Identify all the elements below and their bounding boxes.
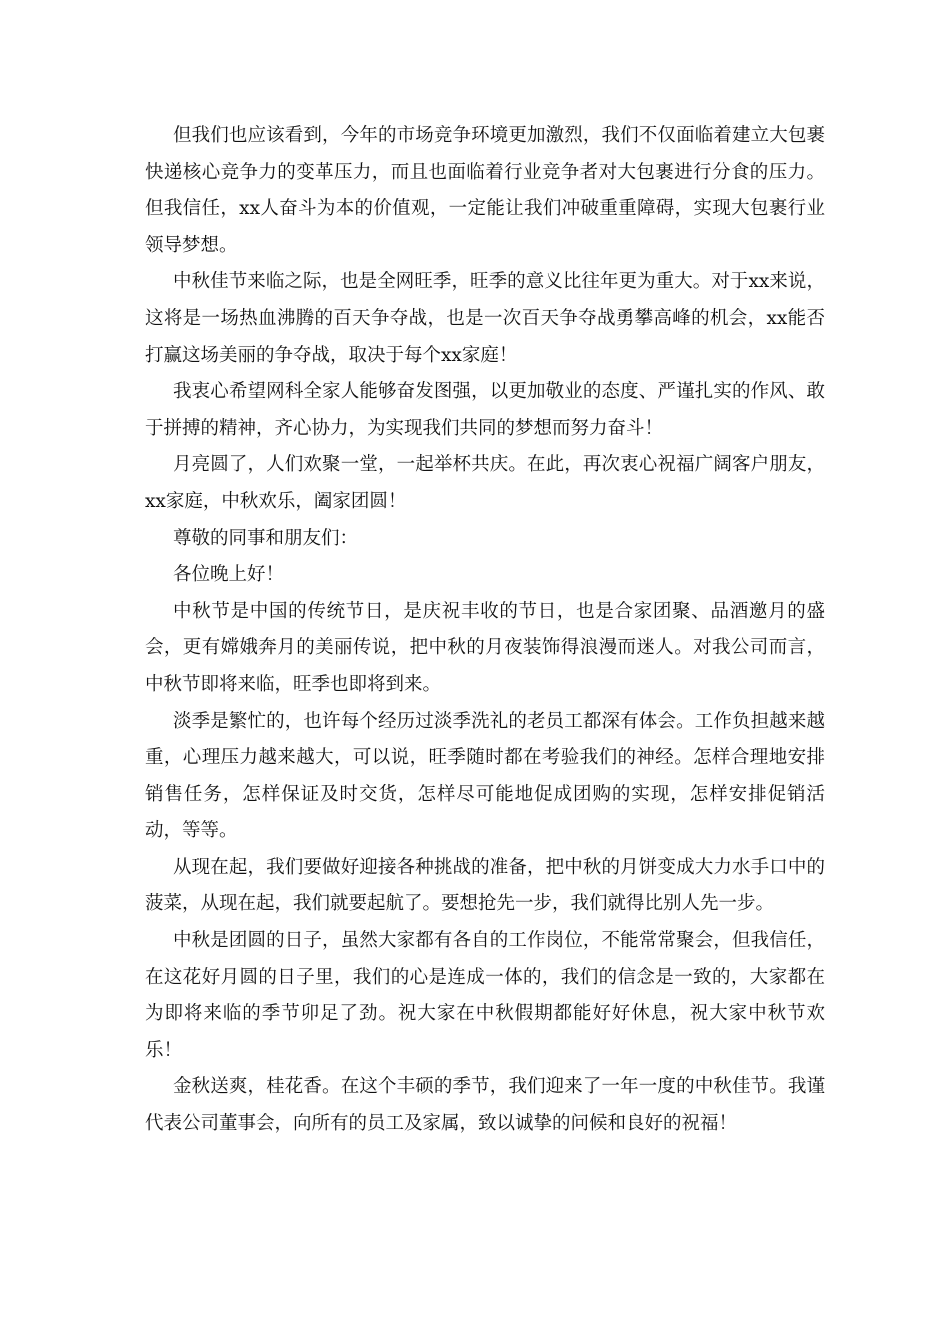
paragraph: 淡季是繁忙的，也许每个经历过淡季洗礼的老员工都深有体会。工作负担越来越重，心理压力越来越大，可以说，旺季随时都在考验我们的神经。怎样合理地安排销售任务，怎样保证及时交货，怎样尽可能地促成团购的实现，怎样安排促销活动，等等。 <box>145 710 825 842</box>
greeting-salutation: 尊敬的同事和朋友们： <box>173 527 359 549</box>
paragraph: 但我们也应该看到，今年的市场竞争环境更加激烈，我们不仅面临着建立大包裹快递核心竞争力的变革压力，而且也面临着行业竞争者对大包裹进行分食的压力。但我信任，xx人奋斗为本的价值观，一定能让我们冲破重重障碍，实现大包裹行业领导梦想。 <box>145 125 825 256</box>
paragraph: 中秋是团圆的日子，虽然大家都有各自的工作岗位，不能常常聚会，但我信任，在这花好月圆的日子里，我们的心是连成一体的，我们的信念是一致的，大家都在为即将来临的季节卯足了劲。祝大家在中秋假期都能好好休息，祝大家中秋节欢乐！ <box>145 930 825 1061</box>
paragraph: 金秋送爽，桂花香。在这个丰硕的季节，我们迎来了一年一度的中秋佳节。我谨代表公司董事会，向所有的员工及家属，致以诚挚的问候和良好的祝福！ <box>145 1076 825 1135</box>
paragraph: 从现在起，我们要做好迎接各种挑战的准备，把中秋的月饼变成大力水手口中的菠菜，从现在起，我们就要起航了。要想抢先一步，我们就得比别人先一步。 <box>145 856 825 915</box>
document-body <box>145 118 825 1143</box>
paragraph: 中秋节是中国的传统节日，是庆祝丰收的节日，也是合家团聚、品酒邀月的盛会，更有嫦娥奔月的美丽传说，把中秋的月夜装饰得浪漫而迷人。对我公司而言，中秋节即将来临，旺季也即将到来。 <box>145 600 825 695</box>
paragraph: 我衷心希望网科全家人能够奋发图强，以更加敬业的态度、严谨扎实的作风、敢于拼搏的精神，齐心协力，为实现我们共同的梦想而努力奋斗！ <box>145 381 825 439</box>
paragraph: 月亮圆了，人们欢聚一堂，一起举杯共庆。在此，再次衷心祝福广阔客户朋友，xx家庭，中秋欢乐，阖家团圆！ <box>145 454 825 512</box>
greeting-line: 各位晚上好！ <box>173 564 285 586</box>
paragraph: 中秋佳节来临之际，也是全网旺季，旺季的意义比往年更为重大。对于xx来说，这将是一场热血沸腾的百天争夺战，也是一次百天争夺战勇攀高峰的机会，xx能否打赢这场美丽的争夺战，取决于每个xx家庭！ <box>145 271 825 366</box>
